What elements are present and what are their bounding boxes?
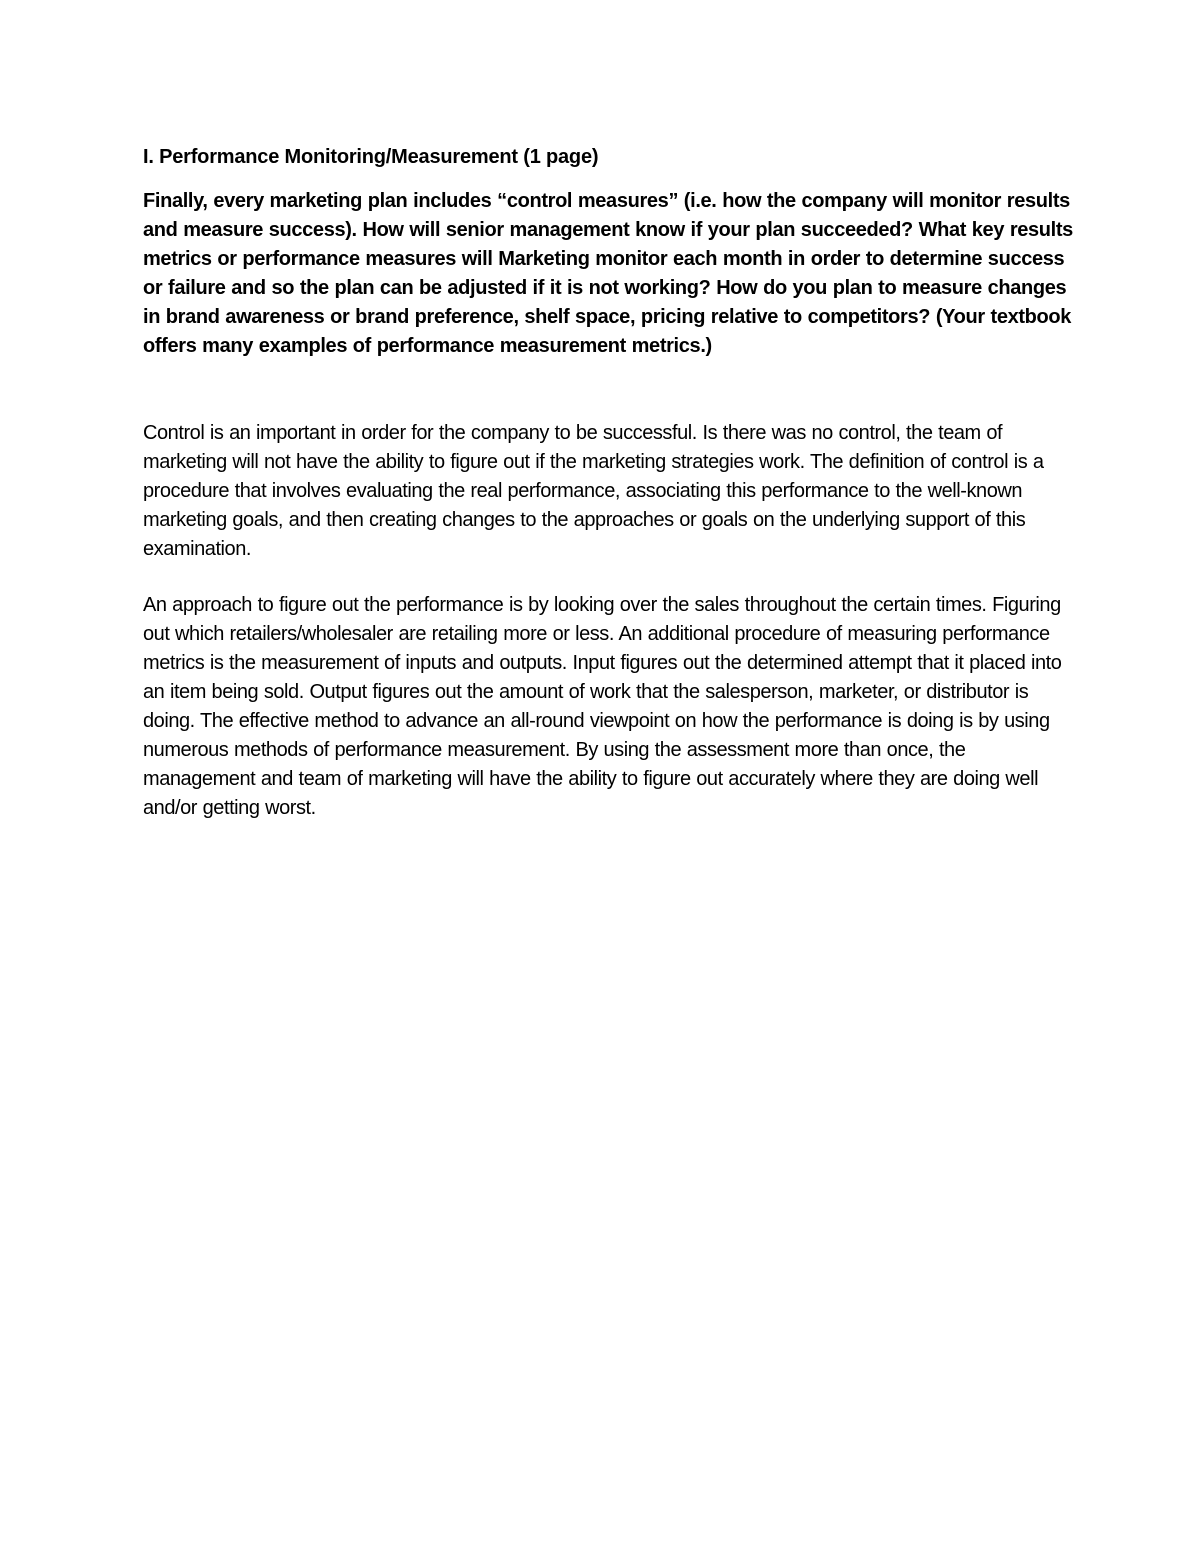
document-body bbox=[143, 143, 1073, 823]
assignment-prompt: Finally, every marketing plan includes “control measures” (i.e. how the company will monitor results and measure success). How will senior management know if your plan succeeded? What key results metrics or performance measures will Marketing monitor each month in order to determine success or failure and so the plan can be adjusted if it is not working? How do you plan to measure changes in brand awareness or brand preference, shelf space, pricing relative to competitors? (Your textbook offers many examples of performance measurement metrics.) bbox=[143, 190, 1073, 357]
section-heading: I. Performance Monitoring/Measurement (1 page) bbox=[143, 146, 599, 168]
answer-paragraph-1: Control is an important in order for the company to be successful. Is there was no control, the team of marketing will not have the ability to figure out if the marketing strategies work. The definition of control is a procedure that involves evaluating the real performance, associating this performance to the well-known marketing goals, and then creating changes to the approaches or goals on the underlying support of this examination. bbox=[143, 422, 1044, 560]
answer-paragraph-2: An approach to figure out the performance is by looking over the sales throughout the certain times. Figuring out which retailers/wholesaler are retailing more or less. An additional procedure of measuring performance metrics is the measurement of inputs and outputs. Input figures out the determined attempt that it placed into an item being sold. Output figures out the amount of work that the salesperson, marketer, or distributor is doing. The effective method to advance an all-round viewpoint on how the performance is doing is by using numerous methods of performance measurement. By using the assessment more than once, the management and team of marketing will have the ability to figure out accurately where they are doing well and/or getting worst. bbox=[143, 594, 1062, 819]
